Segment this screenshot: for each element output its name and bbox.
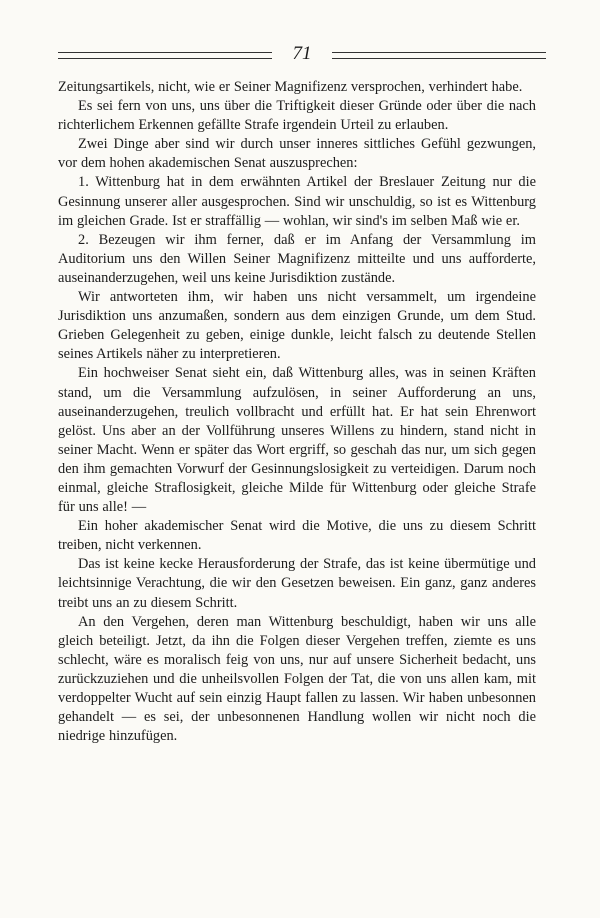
paragraph: Das ist keine kecke Herausforderung der Strafe, das ist keine übermütige und leichtsinnige Verachtung, die wir den Gesetzen beweisen. Ein ganz, ganz anderes treibt uns an zu diesem Schritt. xyxy=(58,556,536,611)
paragraph: Ein hochweiser Senat sieht ein, daß Wittenburg alles, was in seinen Kräften stand, um die Versammlung aufzulösen, in seiner Aufforderung an uns, auseinanderzugehen, treulich vollbracht und erfüllt hat. Er hat sein Ehrenwort gelöst. Uns aber an der Vollführung unseres Willens zu hindern, stand nicht in seiner Macht. Wenn er später das Wort ergriff, so geschah das nur, um sich gegen den ihm gemachten Vorwurf der Gesinnungslosigkeit zu verteidigen. Darum noch einmal, gleiche Straflosigkeit, gleiche Milde für Wittenburg oder gleiche Strafe für uns alle! — xyxy=(58,365,536,516)
page-header xyxy=(58,42,546,66)
paragraph: Es sei fern von uns, uns über die Triftigkeit dieser Gründe oder über die nach richterlichem Erkennen gefällte Strafe irgendein Urteil zu erlauben. xyxy=(58,98,536,134)
paragraph: 2. Bezeugen wir ihm ferner, daß er im Anfang der Versammlung im Auditorium uns den Willen Seiner Magnifizenz mitteilte und uns aufforderte, auseinanderzugehen, weil uns keine Jurisdiktion zustände. xyxy=(58,231,536,286)
paragraph: Zeitungsartikels, nicht, wie er Seiner Magnifizenz versprochen, verhindert habe. xyxy=(58,79,523,95)
paragraph: Wir antworteten ihm, wir haben uns nicht versammelt, um irgendeine Jurisdiktion uns anzumaßen, sondern aus dem einzigen Grunde, um dem Stud. Grieben Gelegenheit zu geben, einige dunkle, leicht falsch zu deutende Stellen seines Artikels näher zu interpretieren. xyxy=(58,289,536,363)
paragraph: Zwei Dinge aber sind wir durch unser inneres sittliches Gefühl gezwungen, vor dem hohen akademischen Senat auszusprechen: xyxy=(58,136,536,172)
paragraph: 1. Wittenburg hat in dem erwähnten Artikel der Breslauer Zeitung nur die Gesinnung unserer aller ausgesprochen. Sind wir unschuldig, so ist es Wittenburg im gleichen Grade. Ist er straffällig — wohlan, wir sind's im selben Maß wie er. xyxy=(58,174,536,229)
page-number: 71 xyxy=(292,43,312,64)
paragraph: Ein hoher akademischer Senat wird die Motive, die uns zu diesem Schritt treiben, nicht verkennen. xyxy=(58,518,536,554)
header-rule-right xyxy=(332,52,546,59)
body-text xyxy=(58,78,536,746)
paragraph: An den Vergehen, deren man Wittenburg beschuldigt, haben wir uns alle gleich beteiligt. Jetzt, da ihn die Folgen dieser Vergehen treffen, ziemte es uns schlecht, wäre es moralisch feig von uns, nur auf unsere Sicherheit bedacht, uns zurückzuziehen und die unheilsvollen Folgen der Tat, die von uns allen kam, mit verdoppelter Wucht auf sein einzig Haupt fallen zu lassen. Wir haben unbesonnen gehandelt — es sei, der unbesonnenen Handlung wollen wir nicht noch die niedrige hinzufügen. xyxy=(58,613,536,745)
